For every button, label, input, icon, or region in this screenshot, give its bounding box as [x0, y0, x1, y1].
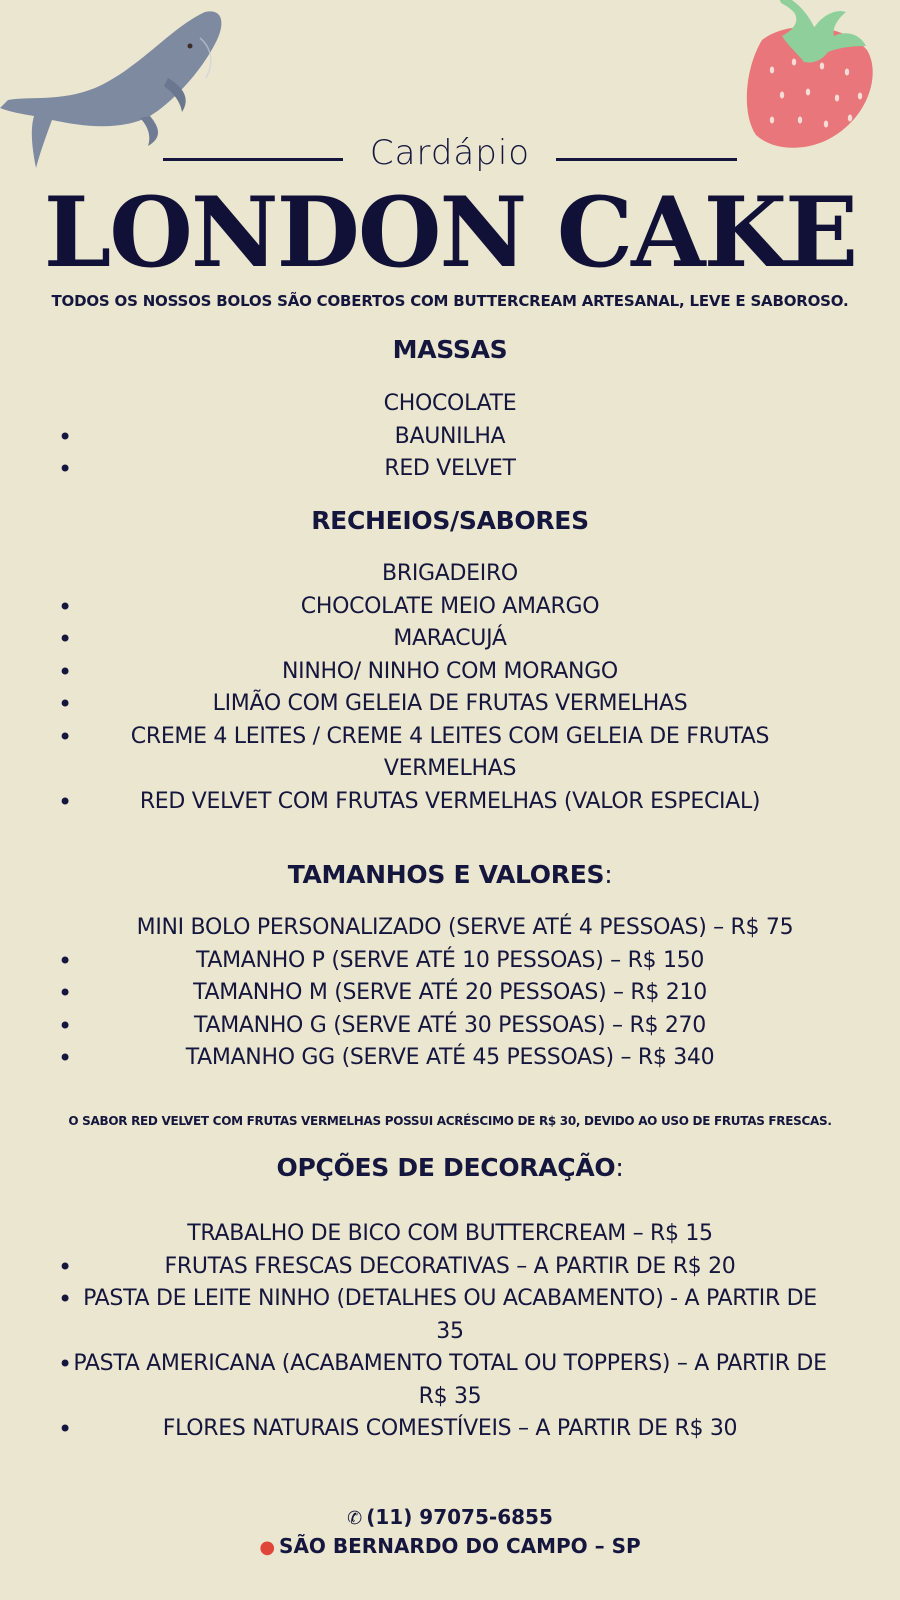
bullet: • [58, 422, 72, 451]
bullet: • [58, 1252, 72, 1281]
bullet: • [58, 1011, 72, 1040]
bullet: • [58, 455, 72, 483]
bullet: • [58, 1415, 72, 1443]
bullet: • [58, 625, 72, 653]
bullet: • [58, 722, 72, 751]
bullet: • [58, 592, 72, 621]
massas-list [0, 388, 900, 486]
section-title-decoracao: OPÇÕES DE DECORAÇÃO: [276, 1153, 624, 1182]
bullet: • [58, 657, 72, 686]
phone-icon: ✆ [347, 1508, 363, 1529]
brand-title: LONDON CAKE [43, 176, 857, 289]
list-item: • MARACUJÁ [0, 623, 900, 656]
page-subtitle: Cardápio [369, 133, 531, 173]
list-item: • NINHO/ NINHO COM MORANGO [0, 656, 900, 689]
list-item: • FRUTAS FRESCAS DECORATIVAS – A PARTIR DE R$ 20 [0, 1251, 900, 1284]
tamanhos-list [0, 912, 900, 1075]
recheios-list [0, 558, 900, 818]
section-title-recheios: RECHEIOS/SABORES [311, 506, 589, 535]
contact-location: ● SÃO BERNARDO DO CAMPO – SP [259, 1534, 641, 1558]
bullet: • [58, 979, 72, 1007]
list-item: • TAMANHO GG (SERVE ATÉ 45 PESSOAS) – R$ 340 [0, 1042, 900, 1075]
list-item: • TAMANHO P (SERVE ATÉ 10 PESSOAS) – R$ 150 [0, 945, 900, 978]
list-item: • CHOCOLATE MEIO AMARGO [0, 591, 900, 624]
list-item: TRABALHO DE BICO COM BUTTERCREAM – R$ 15 [187, 1221, 713, 1246]
strawberry-illustration [742, 0, 877, 155]
bullet: • [58, 1350, 72, 1378]
pin-icon: ● [259, 1537, 276, 1558]
list-item: MINI BOLO PERSONALIZADO (SERVE ATÉ 4 PESSOAS) – R$ 75 [136, 915, 794, 940]
list-item: • CREME 4 LEITES / CREME 4 LEITES COM GELEIA DE FRUTAS VERMELHAS [58, 722, 770, 781]
bullet: • [58, 1285, 72, 1313]
bullet: • [58, 690, 72, 718]
bullet: • [58, 787, 72, 816]
list-item: • RED VELVET COM FRUTAS VERMELHAS (VALOR ESPECIAL) [0, 786, 900, 819]
bullet: • [58, 946, 72, 975]
list-item: • FLORES NATURAIS COMESTÍVEIS – A PARTIR DE R$ 30 [0, 1413, 900, 1446]
list-item: • BAUNILHA [0, 421, 900, 454]
list-item: CHOCOLATE [383, 391, 517, 416]
list-item: • TAMANHO G (SERVE ATÉ 30 PESSOAS) – R$ 270 [0, 1010, 900, 1043]
section-title-massas: MASSAS [392, 335, 508, 364]
list-item: • TAMANHO M (SERVE ATÉ 20 PESSOAS) – R$ 210 [0, 977, 900, 1010]
bullet: • [58, 1044, 72, 1072]
contact-phone: ✆ (11) 97075-6855 [347, 1505, 553, 1529]
tagline: TODOS OS NOSSOS BOLOS SÃO COBERTOS COM BUTTERCREAM ARTESANAL, LEVE E SABOROSO. [51, 292, 849, 310]
list-item: • RED VELVET [0, 453, 900, 486]
price-note: O SABOR RED VELVET COM FRUTAS VERMELHAS POSSUI ACRÉSCIMO DE R$ 30, DEVIDO AO USO DE FRUTAS FRESCAS. [68, 1114, 832, 1128]
list-item: • LIMÃO COM GELEIA DE FRUTAS VERMELHAS [0, 688, 900, 721]
list-item: BRIGADEIRO [382, 561, 518, 586]
list-item: • PASTA AMERICANA (ACABAMENTO TOTAL OU TOPPERS) – A PARTIR DE R$ 35 [58, 1350, 827, 1409]
section-title-tamanhos: TAMANHOS E VALORES: [287, 860, 613, 889]
decoracao-list [0, 1218, 900, 1446]
list-item: • PASTA DE LEITE NINHO (DETALHES OU ACABAMENTO) - A PARTIR DE 35 [58, 1285, 817, 1344]
